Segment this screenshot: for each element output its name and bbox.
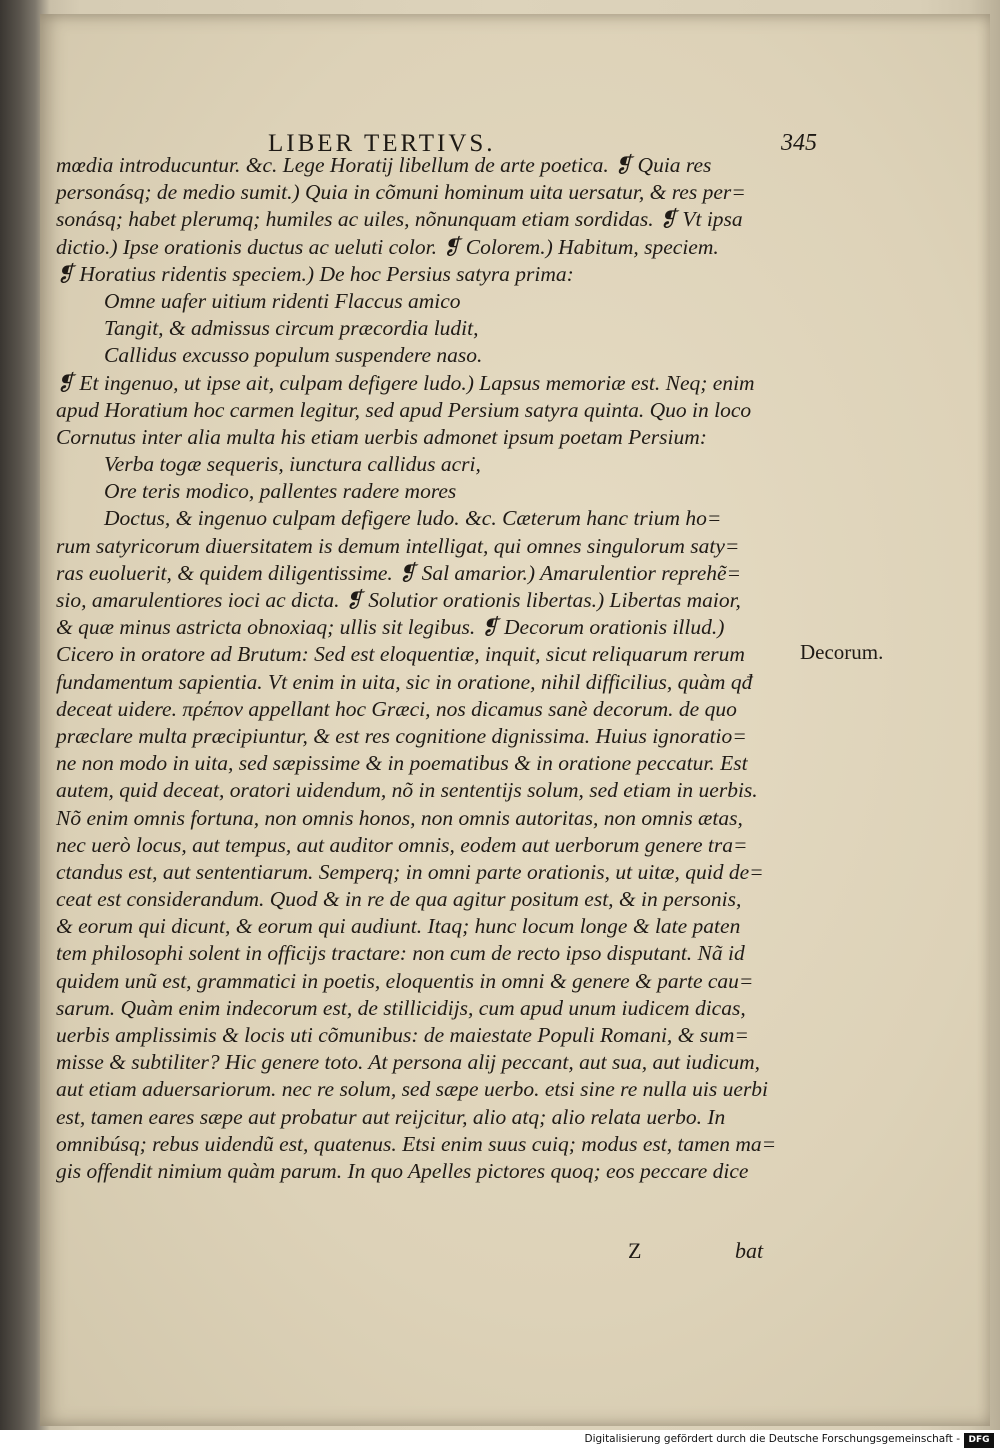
page-number: 345 [781, 130, 817, 156]
text-line: quidem unũ est, grammatici in poetis, eloquentis in omni & genere & parte cau= [56, 968, 754, 993]
text-line: sonásq; habet plerumq; humiles ac uiles, nõnunquam etiam sordidas. ❡ Vt ipsa [56, 207, 743, 232]
dfg-logo-icon: DFG [964, 1433, 994, 1448]
text-line: ceat est considerandum. Quod & in re de qua agitur positum est, & in personis, [56, 887, 742, 912]
catchword: bat [735, 1238, 764, 1263]
text-line: ctandus est, aut sententiarum. Semperq; in omni parte orationis, ut uitæ, quid de= [56, 859, 764, 884]
text-line: nec uerò locus, aut tempus, aut auditor omnis, eodem aut uerborum genere tra= [56, 832, 748, 857]
text-line: deceat uidere. πρέπον appellant hoc Græci, nos dicamus sanè decorum. de quo [56, 696, 737, 721]
text-line: dictio.) Ipse orationis ductus ac ueluti color. ❡ Colorem.) Habitum, speciem. [56, 234, 719, 259]
text-line: personásq; de medio sumit.) Quia in cõmuni hominum uita uersatur, & res per= [56, 180, 746, 205]
text-line: apud Horatium hoc carmen legitur, sed apud Persium satyra quinta. Quo in loco [56, 397, 752, 422]
text-line: Doctus, & ingenuo culpam defigere ludo. &c. Cæterum hanc trium ho= [104, 506, 722, 531]
text-line: Verba togæ sequeris, iunctura callidus acri, [104, 452, 481, 477]
text-line: præclare multa præcipiuntur, & est res cognitione dignissima. Huius ignoratio= [56, 723, 747, 748]
text-line: misse & subtiliter? Hic genere toto. At persona alij peccant, aut sua, aut iudicum, [56, 1050, 761, 1075]
text-line: Omne uafer uitium ridenti Flaccus amico [104, 288, 461, 313]
running-head: LIBER TERTIVS. [268, 130, 496, 157]
text-line: sarum. Quàm enim indecorum est, de stillicidijs, cum apud unum iudicem dicas, [56, 995, 746, 1020]
text-line: omnibúsq; rebus uidendũ est, quatenus. Etsi enim suus cuiq; modus est, tamen ma= [56, 1131, 777, 1156]
text-line: & quæ minus astricta obnoxiaq; ullis sit legibus. ❡ Decorum orationis illud.) [56, 615, 725, 640]
text-line: autem, quid deceat, oratori uidendum, nõ in sententijs solum, sed etiam in uerbis. [56, 778, 758, 803]
text-line: Callidus excusso populum suspendere naso. [104, 343, 483, 368]
text-line: & eorum qui dicunt, & eorum qui audiunt. Itaq; hunc locum longe & late paten [56, 914, 741, 939]
text-line: mœdia introducuntur. &c. Lege Horatij libellum de arte poetica. ❡ Quia res [56, 153, 712, 177]
text-line: Nõ enim omnis fortuna, non omnis honos, non omnis autoritas, non omnis ætas, [56, 805, 743, 830]
footer-credit: Digitalisierung gefördert durch die Deutsche Forschungsgemeinschaft - [584, 1433, 960, 1445]
marginal-note: Decorum. [800, 640, 884, 664]
text-line: est, tamen eares sæpe aut probatur aut reijcitur, alio atq; alio relata uerbo. In [56, 1104, 726, 1129]
text-line: sio, amarulentiores ioci ac dicta. ❡ Solutior orationis libertas.) Libertas maior, [56, 588, 741, 612]
text-line: Cicero in oratore ad Brutum: Sed est eloquentiæ, inquit, sicut reliquarum rerum [56, 642, 745, 667]
signature-mark: Z [628, 1238, 642, 1263]
text-line: ❡ Horatius ridentis speciem.) De hoc Persius satyra prima: [56, 261, 574, 286]
text-line: aut etiam aduersariorum. nec re solum, sed sæpe uerbo. etsi sine re nulla uis uerbi [56, 1077, 769, 1102]
text-line: fundamentum sapientia. Vt enim in uita, sic in oratione, nihil difficilius, quàm qđ [56, 669, 753, 694]
text-line: uerbis amplissimis & locis uti cõmunibus: de maiestate Populi Romani, & sum= [56, 1023, 749, 1047]
footer-bar [0, 1430, 1000, 1452]
text-line: tem philosophi solent in officijs tractare: non cum de recto ipso disputant. Nã id [56, 941, 745, 966]
text-line: ras euoluerit, & quidem diligentissime. ❡ Sal amarior.) Amarulentior reprehẽ= [56, 560, 742, 585]
text-line: ❡ Et ingenuo, ut ipse ait, culpam defigere ludo.) Lapsus memoriæ est. Neq; enim [56, 370, 755, 395]
text-line: Cornutus inter alia multa his etiam uerbis admonet ipsum poetam Persium: [56, 424, 707, 449]
body-text [56, 152, 781, 1185]
text-line: rum satyricorum diuersitatem is demum intelligat, qui omnes singulorum saty= [56, 533, 740, 558]
text-line: Tangit, & admissus circum præcordia ludit, [104, 316, 479, 341]
text-line: gis offendit nimium quàm parum. In quo Apelles pictores quoq; eos peccare dice [56, 1158, 749, 1183]
text-line: ne non modo in uita, sed sæpissime & in poematibus & in oratione peccatur. Est [56, 751, 748, 776]
text-line: Ore teris modico, pallentes radere mores [104, 479, 457, 504]
